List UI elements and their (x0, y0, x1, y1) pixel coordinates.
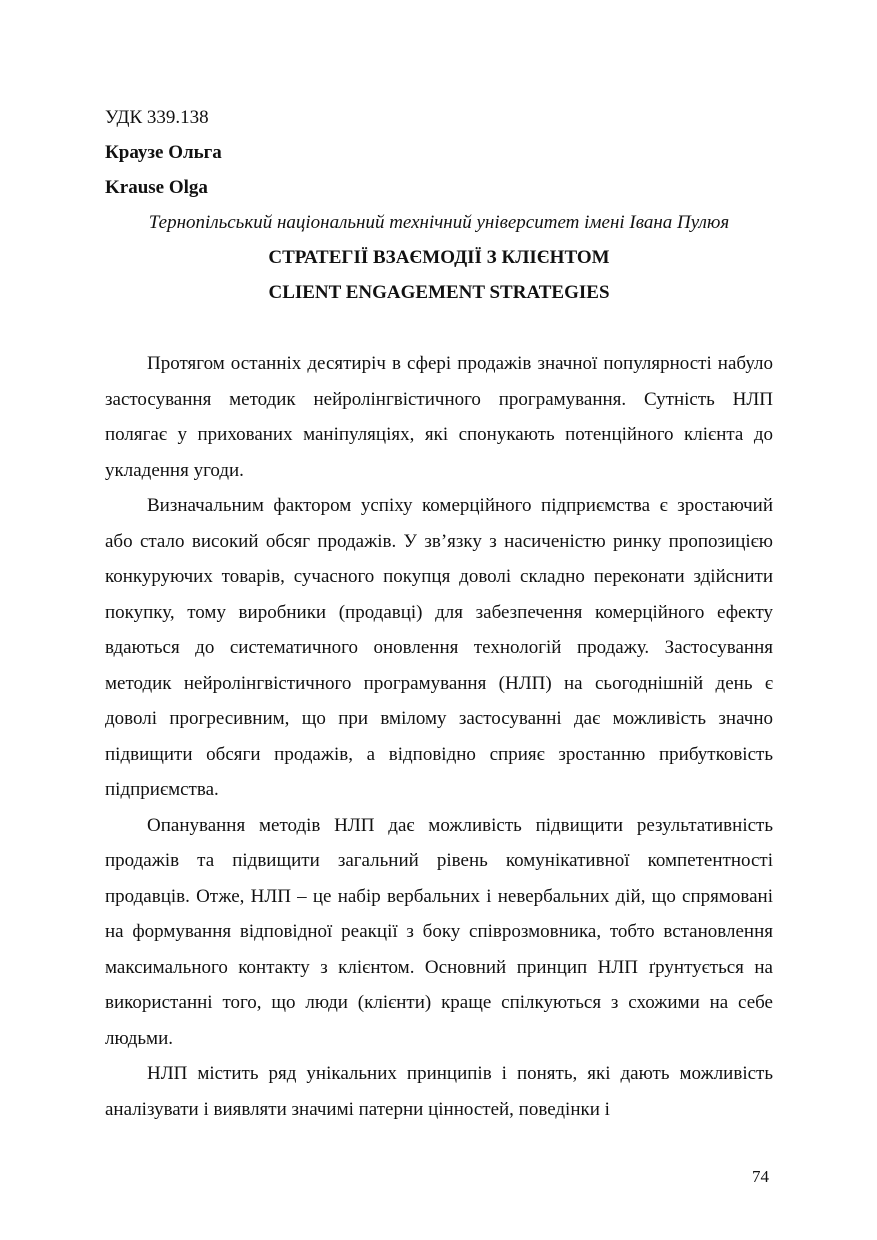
body-paragraph: Протягом останніх десятиріч в сфері продажів значної популярності набуло застосування методик нейролінгвістичного програмування. Сутність НЛП полягає у прихованих маніпуляціях, які спонукають потенційного клієнта до укладення угоди. (105, 353, 773, 481)
body-paragraph: НЛП містить ряд унікальних принципів і понять, які дають можливість аналізувати і виявляти значимі патерни цінностей, поведінки і (105, 1063, 773, 1120)
paper-title-ua: СТРАТЕГІЇ ВЗАЄМОДІЇ З КЛІЄНТОМ (268, 247, 610, 268)
paper-title-en: CLIENT ENGAGEMENT STRATEGIES (268, 282, 610, 303)
page-number: 74 (752, 1167, 769, 1186)
udc-code: УДК 339.138 (105, 107, 209, 128)
paper-body (105, 346, 773, 1127)
paper-page (105, 100, 773, 1127)
body-paragraph: Опанування методів НЛП дає можливість підвищити результативність продажів та підвищити загальний рівень комунікативної компетентності продавців. Отже, НЛП – це набір вербальних і невербальних дій, що спрямовані на формування відповідної реакції з боку співрозмовника, тобто встановлення максимального контакту з клієнтом. Основний принцип НЛП ґрунтується на використанні того, що люди (клієнти) краще спілкуються з схожими на себе людьми. (105, 814, 773, 1049)
author-name-en: Krause Olga (105, 177, 208, 198)
author-name-ua: Краузе Ольга (105, 142, 222, 163)
body-paragraph: Визначальним фактором успіху комерційного підприємства є зростаючий або стало високий обсяг продажів. У зв’язку з насиченістю ринку пропозицією конкуруючих товарів, сучасного покупця доволі складно переконати здійснити покупку, тому виробники (продавці) для забезпечення комерційного ефекту вдаються до систематичного оновлення технологій продажу. Застосування методик нейролінгвістичного програмування (НЛП) на сьогоднішній день є доволі прогресивним, що при вмілому застосуванні дає можливість значно підвищити обсяги продажів, а відповідно сприяє зростанню прибутковість підприємства. (105, 495, 773, 800)
author-affiliation: Тернопільський національний технічний університет імені Івана Пулюя (148, 212, 730, 233)
